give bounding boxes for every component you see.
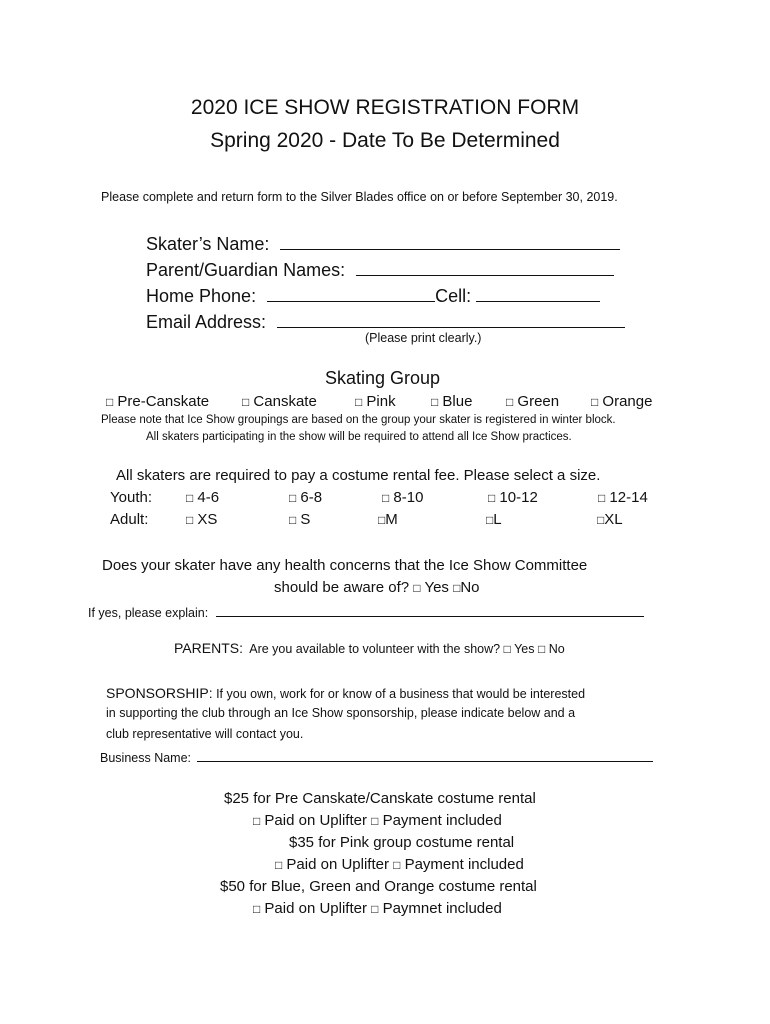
checkbox-icon[interactable]: □ [253,902,261,916]
paid-label: Paid on Uplifter [264,900,367,917]
size-label: 4-6 [197,489,220,506]
youth-size-10-12[interactable] [488,489,538,506]
form-title: 2020 ICE SHOW REGISTRATION FORM [190,96,580,119]
checkbox-icon: □ [186,491,194,505]
phone-row [146,283,600,307]
home-phone-field[interactable] [267,283,435,302]
group-option-blue[interactable] [431,393,472,410]
youth-size-6-8[interactable] [289,489,322,506]
cell-field[interactable] [476,283,600,302]
group-option-orange[interactable] [591,393,652,410]
checkbox-icon: □ [598,491,606,505]
group-option-pink[interactable] [355,393,396,410]
checkbox-icon: □ [242,395,250,409]
yes-checkbox-icon[interactable]: □ [503,642,511,656]
group-option-canskate[interactable] [242,393,317,410]
skater-name-row [146,231,620,255]
volunteer-yes-label: Yes [514,642,535,656]
business-row [100,746,653,765]
option-label: Blue [442,393,473,410]
size-label: 12-14 [609,489,648,506]
checkbox-icon: □ [506,395,514,409]
volunteer-label: PARENTS: [174,640,243,656]
sponsorship-line1 [106,685,585,701]
checkbox-icon: □ [355,395,363,409]
option-label: Canskate [253,393,317,410]
email-label: Email Address: [146,312,267,332]
cell-label: Cell: [435,286,472,306]
health-question-line2 [274,579,480,596]
group-note-1: Please note that Ice Show groupings are based on the group your skater is registered in winter block. [101,414,616,426]
checkbox-icon: □ [431,395,439,409]
checkbox-icon: □ [378,513,386,527]
yes-checkbox-icon[interactable]: □ [413,581,421,595]
option-label: Green [517,393,560,410]
print-note: (Please print clearly.) [365,331,482,345]
fee-2-options [275,856,524,873]
fee-1: $25 for Pre Canskate/Canskate costume rental [224,790,536,807]
payment-label: Payment included [404,856,524,873]
size-label: 10-12 [499,489,538,506]
health-explain-label: If yes, please explain: [88,606,209,620]
paid-label: Paid on Uplifter [286,856,389,873]
group-option-green[interactable] [506,393,559,410]
checkbox-icon[interactable]: □ [371,814,379,828]
option-label: Orange [602,393,653,410]
email-row [146,309,625,333]
payment-label: Payment included [382,812,502,829]
fee-3: $50 for Blue, Green and Orange costume rental [220,878,537,895]
health-question-text: should be aware of? [274,579,410,596]
youth-label: Youth: [110,489,152,506]
sponsorship-text: If you own, work for or know of a business that would be interested [216,687,586,701]
instructions: Please complete and return form to the Silver Blades office on or before September 30, 2019. [101,190,618,204]
business-name-field[interactable] [197,746,653,762]
skater-name-field[interactable] [280,231,620,250]
checkbox-icon: □ [186,513,194,527]
fee-1-options [253,812,502,829]
size-label: XS [197,511,218,528]
no-checkbox-icon[interactable]: □ [453,581,461,595]
checkbox-icon: □ [597,513,605,527]
payment-label: Paymnet included [382,900,502,917]
health-no-label: No [460,579,480,596]
option-label: Pink [366,393,396,410]
adult-label: Adult: [110,511,149,528]
volunteer-row [174,640,565,656]
checkbox-icon[interactable]: □ [371,902,379,916]
sponsorship-line3: club representative will contact you. [106,727,304,741]
volunteer-question: Are you available to volunteer with the show? [249,642,501,656]
adult-size-s[interactable] [289,511,310,528]
adult-size-m[interactable] [378,511,398,528]
youth-size-8-10[interactable] [382,489,423,506]
checkbox-icon: □ [591,395,599,409]
skater-name-label: Skater’s Name: [146,234,270,254]
business-label: Business Name: [100,751,192,765]
size-label: 6-8 [300,489,323,506]
checkbox-icon[interactable]: □ [275,858,283,872]
form-subtitle: Spring 2020 - Date To Be Determined [210,129,560,152]
checkbox-icon: □ [106,395,114,409]
paid-label: Paid on Uplifter [264,812,367,829]
size-label: L [493,511,502,528]
fee-3-options [253,900,502,917]
group-note-2: All skaters participating in the show will be required to attend all Ice Show practices. [146,431,572,443]
checkbox-icon[interactable]: □ [253,814,261,828]
youth-size-12-14[interactable] [598,489,648,506]
home-phone-label: Home Phone: [146,286,257,306]
health-explain-field[interactable] [216,601,644,617]
health-explain-row [88,601,644,620]
costume-heading: All skaters are required to pay a costume rental fee. Please select a size. [116,467,601,484]
parent-names-row [146,257,614,281]
sponsorship-line2: in supporting the club through an Ice Show sponsorship, please indicate below and a [106,706,576,720]
group-option-precanskate[interactable] [106,393,209,410]
skating-group-heading: Skating Group [325,368,441,388]
sponsorship-label: SPONSORSHIP: [106,685,213,701]
checkbox-icon: □ [486,513,494,527]
checkbox-icon: □ [382,491,390,505]
health-yes-label: Yes [424,579,449,596]
checkbox-icon: □ [289,513,297,527]
youth-size-4-6[interactable] [186,489,219,506]
email-field[interactable] [277,309,625,328]
no-checkbox-icon[interactable]: □ [537,642,546,656]
fee-2: $35 for Pink group costume rental [289,834,515,851]
volunteer-no-label: No [548,642,565,656]
option-label: Pre-Canskate [117,393,210,410]
size-label: XL [604,511,623,528]
adult-size-xl[interactable] [597,511,623,528]
checkbox-icon: □ [488,491,496,505]
parent-names-field[interactable] [356,257,614,276]
adult-size-xs[interactable] [186,511,217,528]
checkbox-icon[interactable]: □ [393,858,401,872]
parent-names-label: Parent/Guardian Names: [146,260,346,280]
size-label: M [385,511,398,528]
adult-size-l[interactable] [486,511,502,528]
checkbox-icon: □ [289,491,297,505]
size-label: S [300,511,311,528]
size-label: 8-10 [393,489,424,506]
health-question-line1: Does your skater have any health concerns that the Ice Show Committee [102,557,588,574]
